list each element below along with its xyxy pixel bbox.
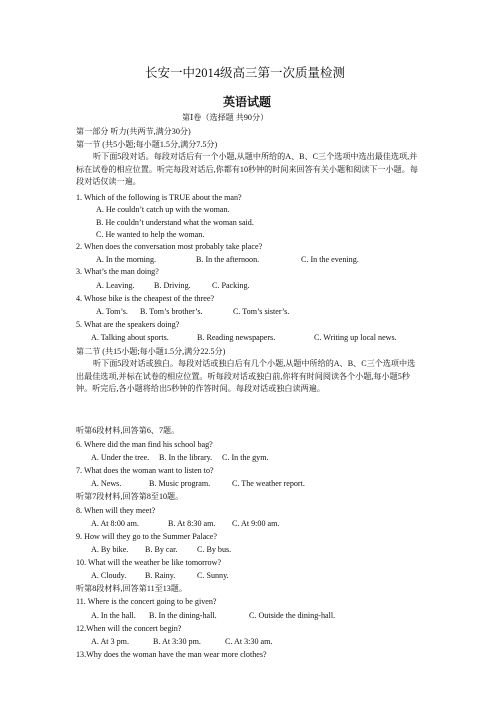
q2-option-c: C. In the evening. — [301, 255, 359, 264]
q2-option-b: B. In the afternoon. — [196, 255, 260, 264]
q7-stem: 7. What does the woman want to listen to? — [76, 466, 214, 475]
q12-option-a: A. At 3 pm. — [91, 637, 129, 646]
q3-option-b: B. Driving. — [154, 281, 191, 290]
q4-option-b: B. Tom’s brother’s. — [140, 307, 203, 316]
q1-option-b: B. He couldn’t understand what the woman said. — [96, 218, 254, 227]
q1-stem: 1. Which of the following is TRUE about the man? — [76, 193, 242, 202]
q12-stem: 12.When will the concert begin? — [76, 624, 182, 633]
q3-stem: 3. What’s the man doing? — [76, 267, 159, 276]
q1-option-c: C. He wanted to help the woman. — [96, 230, 205, 239]
q8-stem: 8. When will they meet? — [76, 506, 156, 515]
q3-option-a: A. Leaving. — [96, 281, 135, 290]
volume-heading: 第Ⅰ卷（选择题 共90分） — [182, 113, 269, 122]
q9-stem: 9. How will they go to the Summer Palace? — [76, 532, 217, 541]
q8-option-c: C. At 9:00 am. — [232, 519, 280, 528]
q2-option-a: A. In the morning. — [96, 255, 157, 264]
q6-option-b: B. In the library. — [159, 453, 213, 462]
q13-stem: 13.Why does the woman have the man wear more clothes? — [76, 650, 267, 659]
section2-instruction: 听下面5段对话或独白。每段对话或独白后有几个小题,从题中所给的A、B、C三个选项中选出最佳选项,并标在试卷的相应位置。听每段对话或独白前,你将有时间阅读各个小题,每小题5秒钟。听完后,各小题将给出5秒钟的作答时间。每段对话或独白读两遍。 — [76, 359, 416, 394]
q7-option-a: A. News. — [91, 479, 122, 488]
exam-subtitle: 英语试题 — [223, 95, 272, 109]
q2-stem: 2. When does the conversation most probably take place? — [76, 242, 263, 251]
q10-stem: 10. What will the weather be like tomorrow? — [76, 558, 222, 567]
part1-heading: 第一部分 听力(共两节,满分30分) — [76, 127, 191, 136]
section1-heading: 第一节 (共5小题;每小题1.5分,满分7.5分) — [76, 140, 218, 149]
q5-stem: 5. What are the speakers doing? — [76, 320, 180, 329]
section2-heading: 第二节 (共15小题;每小题1.5分,满分22.5分) — [76, 347, 226, 356]
q9-option-a: A. By bike. — [91, 545, 129, 554]
material-8-note: 听第8段材料,回答第11至13题。 — [76, 584, 187, 593]
q6-option-c: C. In the gym. — [222, 453, 269, 462]
material-7-note: 听第7段材料,回答第8至10题。 — [76, 492, 184, 501]
q7-option-b: B. Music program. — [149, 479, 211, 488]
q3-option-c: C. Packing. — [212, 281, 250, 290]
q12-option-c: C. At 3:30 am. — [225, 637, 273, 646]
q7-option-c: C. The weather report. — [232, 479, 305, 488]
q6-option-a: A. Under the tree. — [91, 453, 150, 462]
q10-option-c: C. Sunny. — [197, 571, 229, 580]
material-6-note: 听第6段材料,回答第6、7题。 — [76, 426, 180, 435]
section1-instruction: 听下面5段对话。每段对话后有一个小题,从题中所给的A、B、C三个选项中选出最佳选项,并标在试卷的相应位置。听完每段对话后,你都有10秒钟的时间来回答有关小题和阅读下一小题。每段对话仅读一遍。 — [76, 152, 418, 187]
q5-option-c: C. Writing up local news. — [314, 333, 397, 342]
q10-option-a: A. Cloudy. — [91, 571, 127, 580]
q8-option-b: B. At 8:30 am. — [168, 519, 216, 528]
q4-option-a: A. Tom’s. — [96, 307, 128, 316]
q9-option-c: C. By bus. — [197, 545, 232, 554]
q12-option-b: B. At 3:30 pm. — [153, 637, 201, 646]
q10-option-b: B. Rainy. — [145, 571, 176, 580]
q11-option-c: C. Outside the dining-hall. — [249, 611, 336, 620]
q4-option-c: C. Tom’s sister’s. — [233, 307, 290, 316]
q4-stem: 4. Whose bike is the cheapest of the three? — [76, 294, 215, 303]
q11-option-a: A. In the hall. — [91, 611, 136, 620]
q8-option-a: A. At 8:00 am. — [91, 519, 139, 528]
q11-stem: 11. Where is the concert going to be given? — [76, 597, 217, 606]
q6-stem: 6. Where did the man find his school bag? — [76, 440, 213, 449]
q5-option-b: B. Reading newspapers. — [197, 333, 276, 342]
q11-option-b: B. In the dining-hall. — [149, 611, 217, 620]
exam-title: 长安一中2014级高三第一次质量检测 — [145, 66, 346, 80]
q9-option-b: B. By car. — [145, 545, 178, 554]
q5-option-a: A. Talking about sports. — [91, 333, 169, 342]
q1-option-a: A. He couldn’t catch up with the woman. — [96, 205, 230, 214]
